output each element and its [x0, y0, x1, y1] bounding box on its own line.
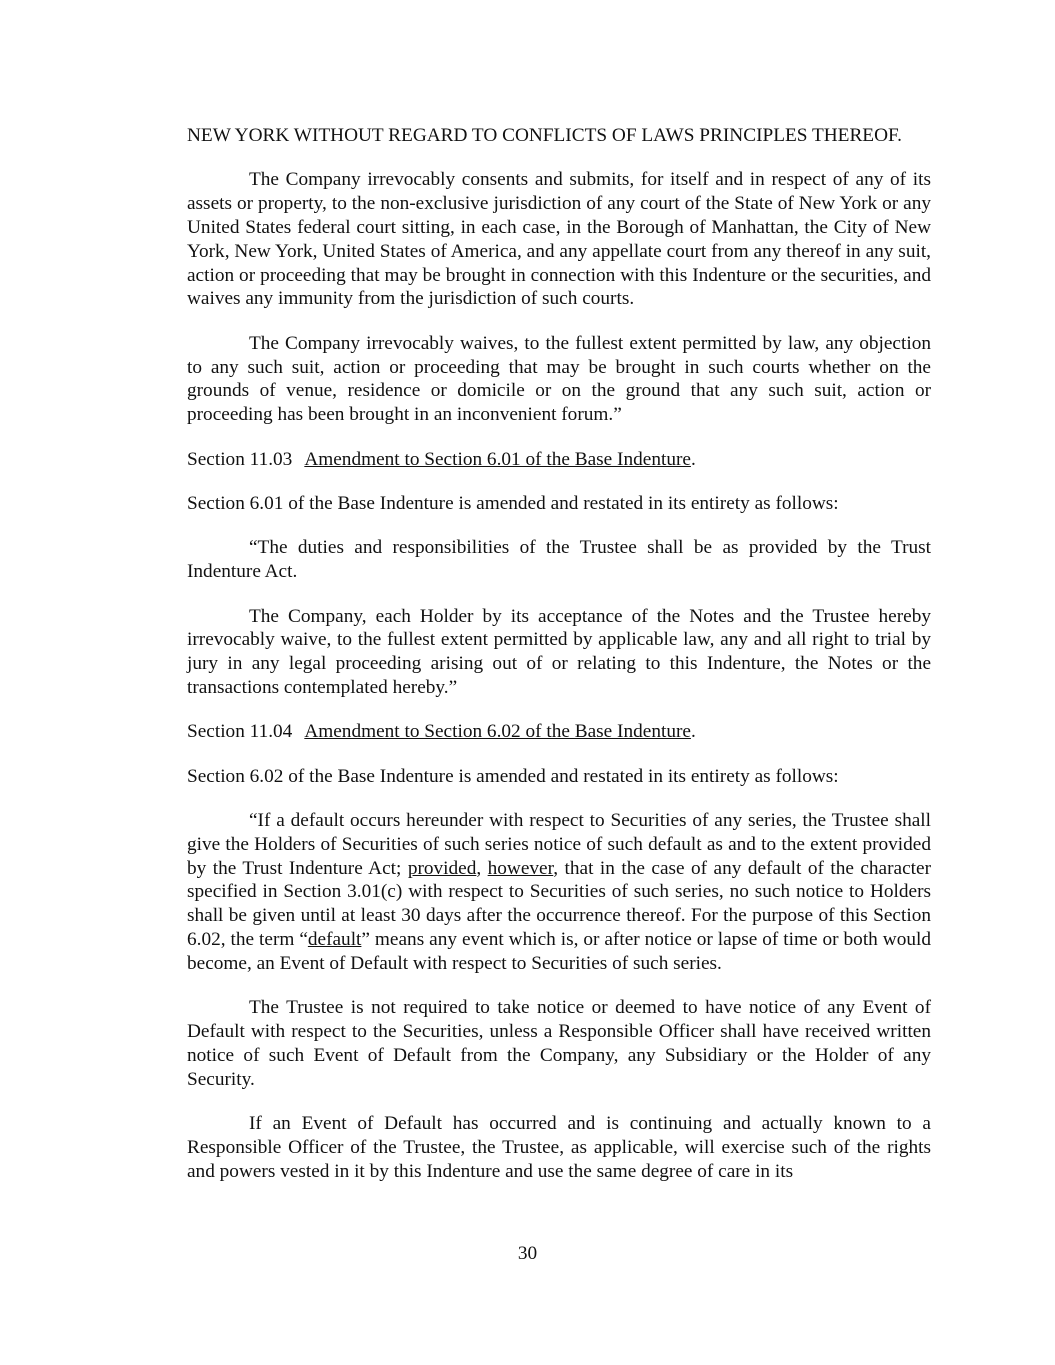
paragraph-trustee-duties: “The duties and responsibilities of the Trustee shall be as provided by the Trust Indenture Act. [187, 537, 931, 583]
paragraph-jury-waiver: The Company, each Holder by its acceptance of the Notes and the Trustee hereby irrevocably waive, to the fullest extent permitted by applicable law, any and all right to trial by jury in any legal proceeding arising out of or relating to this Indenture, the Notes or the transactions contemplated hereby.” [187, 605, 931, 698]
default-notice-text-d: ” means any event which is, or after notice or lapse of time or both would become, an Event of Default with respect to Securities of such series. [187, 929, 931, 974]
section-11-03-heading [187, 448, 931, 472]
paragraph-default-notice [187, 809, 931, 976]
default-term: default [307, 929, 362, 951]
default-notice-text-b: , [476, 857, 488, 879]
however-term: however [487, 857, 554, 879]
default-notice-text-c: , that in the case of any default of the character specified in Section 3.01(c) with respect to Securities of such series, no such notice to Holders shall be given until at least 30 days after the occurrence thereof. For the purpose of this Section 6.02, the term “ [187, 857, 931, 951]
paragraph-venue-waiver: The Company irrevocably waives, to the fullest extent permitted by law, any objection to any such suit, action or proceeding that may be brought in such courts whether on the grounds of venue, residence or domicile or on the ground that any such suit, action or proceeding has been brought in an inconvenient forum.” [187, 332, 931, 426]
paragraph-6-01-intro: Section 6.01 of the Base Indenture is amended and restated in its entirety as follows: [187, 492, 839, 514]
paragraph-6-02-intro: Section 6.02 of the Base Indenture is amended and restated in its entirety as follows: [187, 765, 839, 787]
paragraph-trustee-notice: The Trustee is not required to take notice or deemed to have notice of any Event of Default with respect to the Securities, unless a Responsible Officer shall have received written notice of such Event of Default from the Company, any Subsidiary or the Holder of any Security. [187, 997, 931, 1090]
paragraph-jurisdiction-consent: The Company irrevocably consents and submits, for itself and in respect of any of its assets or property, to the non-exclusive jurisdiction of any court of the State of New York or any United States federal court sitting, in each case, in the Borough of Manhattan, the City of New York, New York, United States of America, and any appellate court from any thereof in any suit, action or proceeding that may be brought in connection with this Indenture or the securities, and waives any immunity from the jurisdiction of such courts. [187, 169, 931, 310]
paragraph-governing-law-end: NEW YORK WITHOUT REGARD TO CONFLICTS OF LAWS PRINCIPLES THEREOF. [187, 125, 903, 146]
section-title-period: . [690, 721, 696, 743]
section-title-period: . [690, 448, 696, 470]
page-number: 30 [517, 1243, 538, 1264]
default-notice-text-a: “If a default occurs hereunder with respect to Securities of any series, the Trustee shall give the Holders of Securities of such series notice of such default as and to the extent provided by the Trust Indenture Act; [187, 810, 931, 879]
provided-term: provided [407, 857, 477, 879]
section-number: Section 11.03 [187, 448, 293, 470]
document-body [187, 124, 931, 1183]
section-title: Amendment to Section 6.01 of the Base Indenture [304, 448, 691, 470]
section-11-04-heading [187, 720, 931, 744]
section-title: Amendment to Section 6.02 of the Base Indenture [304, 721, 691, 743]
paragraph-event-of-default: If an Event of Default has occurred and is continuing and actually known to a Responsible Officer of the Trustee, the Trustee, as applicable, will exercise such of the rights and powers vested in it by this Indenture and use the same degree of care in its [187, 1113, 931, 1182]
section-number: Section 11.04 [187, 721, 293, 743]
